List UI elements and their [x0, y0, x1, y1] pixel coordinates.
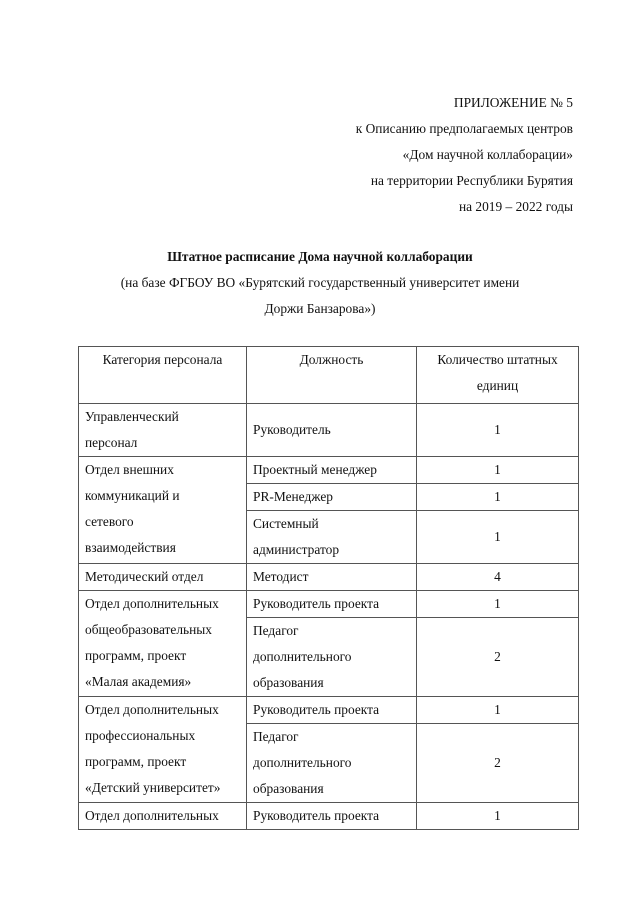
table-row — [79, 564, 579, 591]
category-cell: Отдел дополнительных общеобразовательных программ, проект «Малая академия» — [79, 591, 247, 697]
document-subtitle: Доржи Банзарова») — [264, 301, 376, 316]
position-cell: Руководитель проекта — [247, 697, 417, 724]
table-header-row — [79, 347, 579, 404]
count-cell: 1 — [417, 803, 579, 830]
position-cell: Системный администратор — [247, 511, 417, 564]
appendix-line: на 2019 – 2022 годы — [458, 199, 573, 214]
header-count: Количество штатных единиц — [417, 347, 579, 404]
appendix-line: к Описанию предполагаемых центров — [355, 121, 573, 136]
appendix-line: «Дом научной коллаборации» — [402, 147, 573, 162]
position-cell: Методист — [247, 564, 417, 591]
table-row — [79, 697, 579, 724]
category-cell: Методический отдел — [79, 564, 247, 591]
position-cell: Проектный менеджер — [247, 457, 417, 484]
table-body — [79, 404, 579, 830]
table-row — [79, 457, 579, 484]
position-cell: Педагог дополнительного образования — [247, 618, 417, 697]
count-cell: 1 — [417, 591, 579, 618]
count-cell: 2 — [417, 724, 579, 803]
count-cell: 1 — [417, 697, 579, 724]
position-cell: Руководитель проекта — [247, 803, 417, 830]
position-cell: Руководитель — [247, 404, 417, 457]
document-title: Штатное расписание Дома научной коллаборации — [167, 249, 473, 264]
position-cell: Педагог дополнительного образования — [247, 724, 417, 803]
table-row — [79, 404, 579, 457]
count-cell: 2 — [417, 618, 579, 697]
table-row — [79, 803, 579, 830]
appendix-header — [356, 90, 573, 220]
header-position: Должность — [247, 347, 417, 404]
table-row — [79, 591, 579, 618]
category-cell: Отдел дополнительных — [79, 803, 247, 830]
category-cell: Отдел дополнительных профессиональных программ, проект «Детский университет» — [79, 697, 247, 803]
document-subtitle: (на базе ФГБОУ ВО «Бурятский государственный университет имени — [120, 275, 520, 290]
position-cell: PR-Менеджер — [247, 484, 417, 511]
count-cell: 1 — [417, 511, 579, 564]
document-title-block — [0, 244, 640, 322]
staff-table — [78, 346, 579, 830]
count-cell: 1 — [417, 484, 579, 511]
count-cell: 1 — [417, 457, 579, 484]
appendix-line: на территории Республики Бурятия — [370, 173, 573, 188]
header-category: Категория персонала — [79, 347, 247, 404]
appendix-number: ПРИЛОЖЕНИЕ № 5 — [453, 95, 573, 110]
category-cell: Отдел внешних коммуникаций и сетевого взаимодействия — [79, 457, 247, 564]
count-cell: 4 — [417, 564, 579, 591]
count-cell: 1 — [417, 404, 579, 457]
category-cell: Управленческий персонал — [79, 404, 247, 457]
position-cell: Руководитель проекта — [247, 591, 417, 618]
